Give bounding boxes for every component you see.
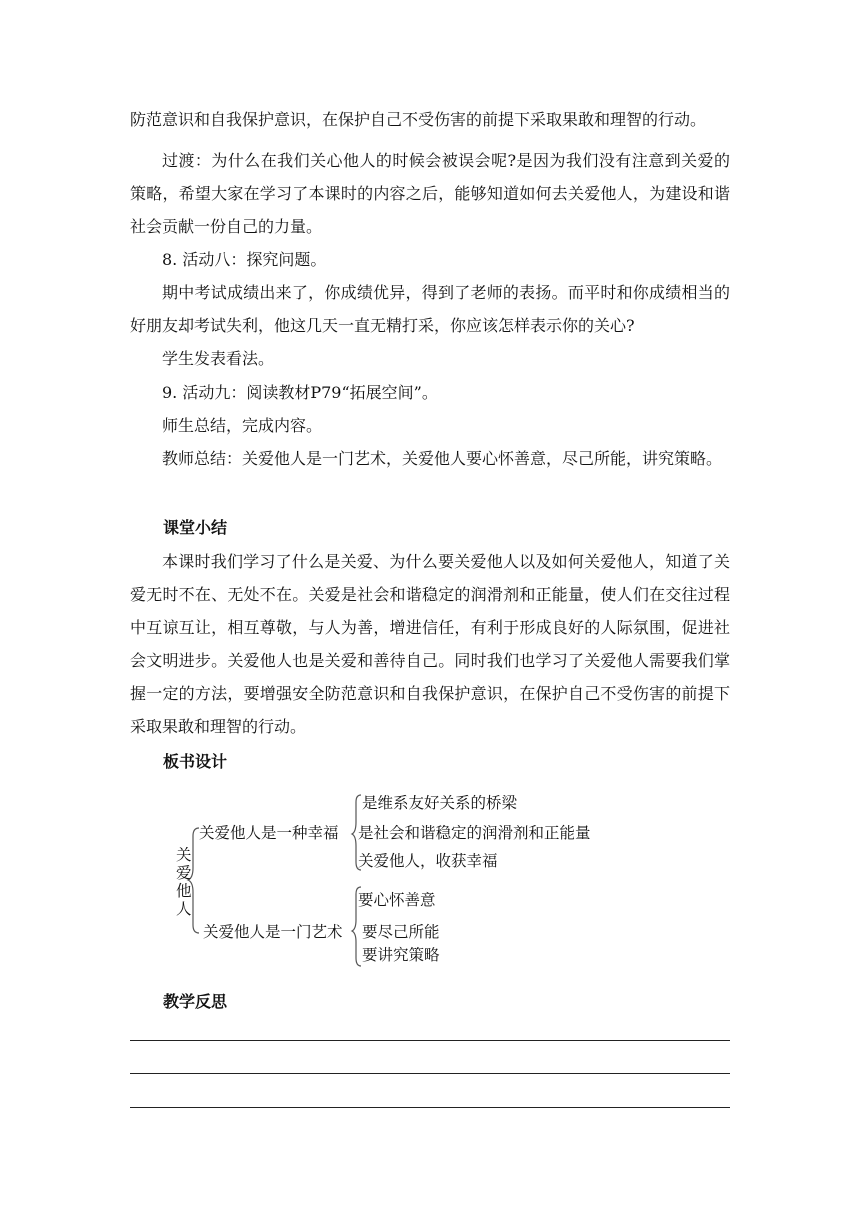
board-root-char: 他 (176, 882, 192, 900)
activity-8-question: 期中考试成绩出来了，你成绩优异，得到了老师的表扬。而平时和你成绩相当的好朋友却考试失利，他这几天一直无精打采，你应该怎样表示你的关心? (130, 283, 730, 335)
paragraph-continuation: 防范意识和自我保护意识，在保护自己不受伤害的前提下采取果敢和理智的行动。 (130, 110, 707, 129)
teacher-summary: 教师总结：关爱他人是一门艺术，关爱他人要心怀善意，尽己所能，讲究策略。 (162, 449, 723, 468)
board-root-char: 爱 (176, 864, 192, 882)
teaching-reflection-heading: 教学反思 (163, 992, 228, 1011)
board-branch-art: 关爱他人是一门艺术 (203, 923, 343, 941)
board-branch-happiness: 关爱他人是一种幸福 (199, 824, 339, 842)
board-item: 是社会和谐稳定的润滑剂和正能量 (358, 824, 591, 842)
board-item: 关爱他人，收获幸福 (358, 852, 498, 870)
board-item: 要讲究策略 (362, 946, 440, 964)
board-root-char: 人 (176, 900, 192, 918)
reflection-line (130, 1040, 730, 1041)
activity-9-title: 9. 活动九：阅读教材P79“拓展空间”。 (162, 383, 438, 402)
board-item: 要尽己所能 (362, 923, 440, 941)
board-item: 是维系友好关系的桥梁 (362, 794, 518, 812)
lesson-summary-heading: 课堂小结 (163, 518, 228, 537)
board-root-char: 关 (176, 846, 192, 864)
reflection-line (130, 1107, 730, 1108)
paragraph-transition: 过渡：为什么在我们关心他人的时候会被误会呢?是因为我们没有注意到关爱的策略，希望大家在学习了本课时的内容之后，能够知道如何去关爱他人，为建设和谐社会贡献一份自己的力量。 (130, 151, 730, 236)
board-item: 要心怀善意 (358, 891, 436, 909)
student-response-note: 学生发表看法。 (162, 349, 275, 368)
reflection-line (130, 1073, 730, 1074)
board-design-heading: 板书设计 (163, 752, 228, 771)
lesson-summary-text: 本课时我们学习了什么是关爱、为什么要关爱他人以及如何关爱他人，知道了关爱无时不在、无处不在。关爱是社会和谐稳定的润滑剂和正能量，使人们在交往过程中互谅互让，相互尊敬，与人为善，增进信任，有利于形成良好的人际氛围，促进社会文明进步。关爱他人也是关爱和善待自己。同时我们也学习了关爱他人需要我们掌握一定的方法，要增强安全防范意识和自我保护意识，在保护自己不受伤害的前提下采取果敢和理智的行动。 (130, 552, 730, 736)
activity-8-title: 8. 活动八：探究问题。 (162, 250, 327, 269)
summary-note: 师生总结，完成内容。 (162, 416, 323, 435)
